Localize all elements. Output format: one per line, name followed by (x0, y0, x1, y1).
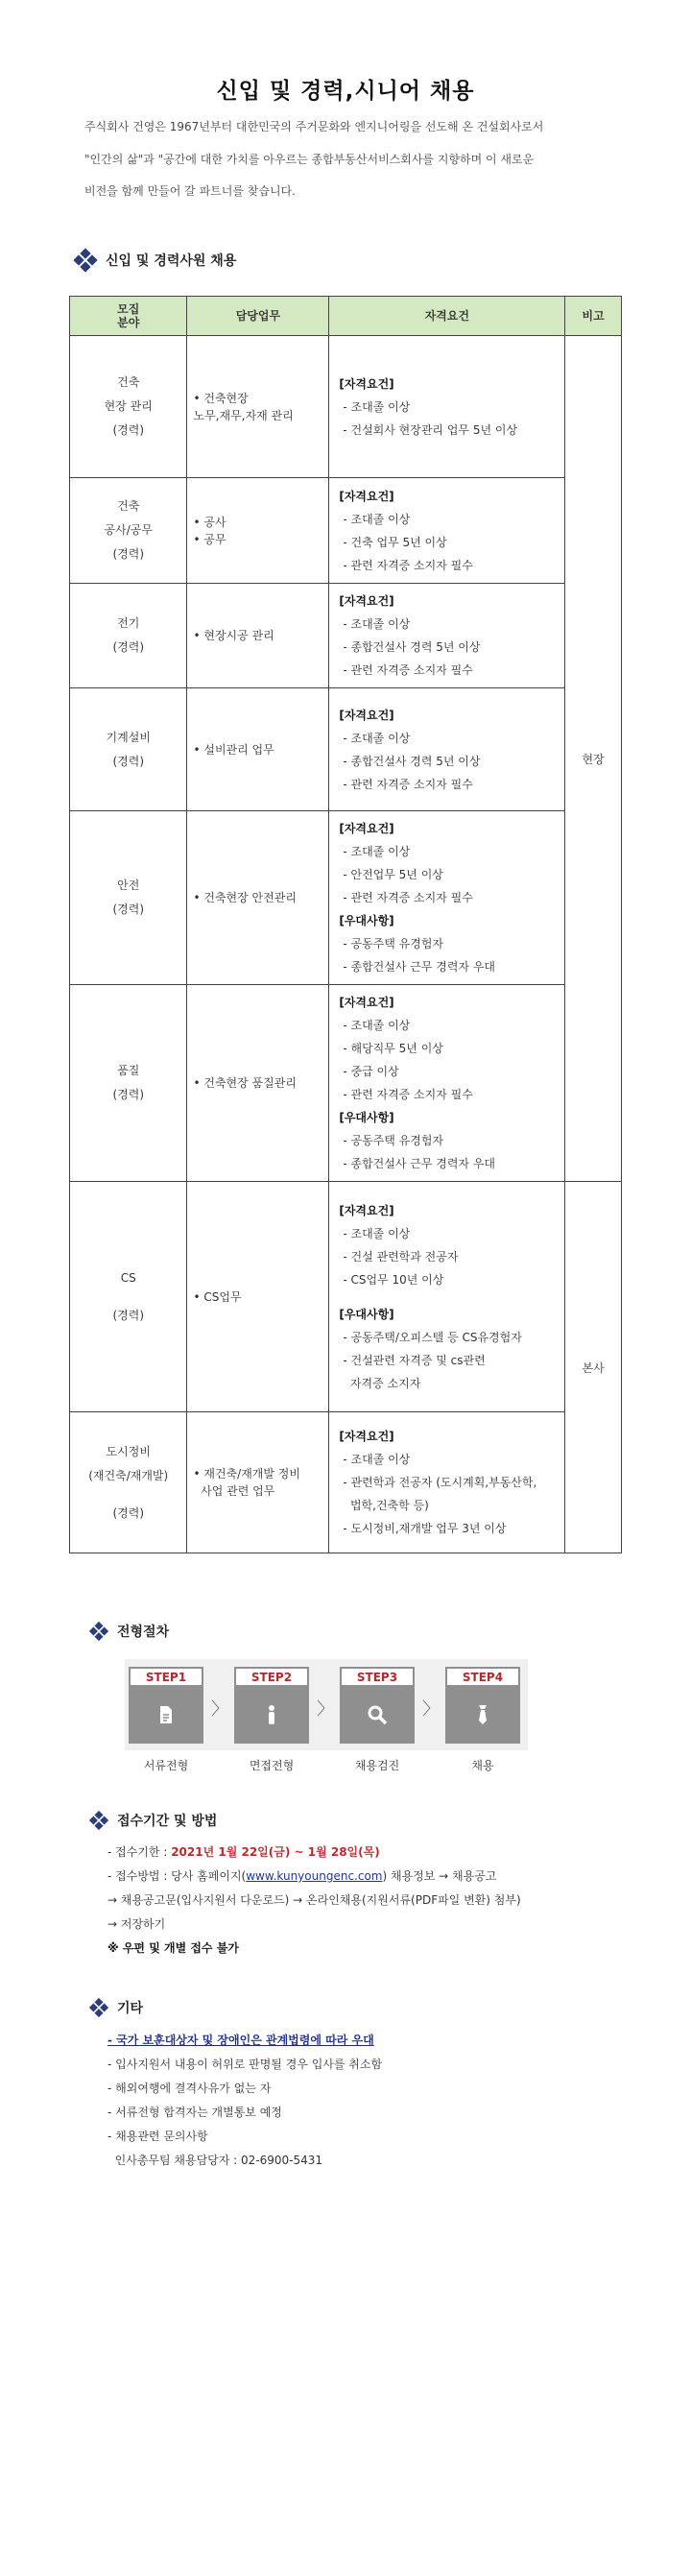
quals-item: - 공동주택 유경험자 (343, 937, 444, 951)
field-cell (70, 1182, 187, 1412)
quals-item (339, 1291, 564, 1303)
step-2-label: STEP2 (234, 1667, 309, 1687)
section-etc-heading: 기타 (88, 1997, 143, 2018)
etc-contact: 인사총무팀 채용담당자 : 02-6900-5431 (107, 2154, 323, 2167)
quals-item: - 공동주택 유경험자 (343, 1134, 444, 1147)
quals-cell (329, 811, 565, 985)
header-duty: 담당업무 (187, 297, 329, 336)
quals-item: - 종합건설사 경력 5년 이상 (343, 754, 481, 768)
apply-method-line-3: → 저장하기 (107, 1917, 166, 1931)
quals-item: - 건설관련 자격증 및 cs관련 (343, 1353, 486, 1367)
step-1-name: 서류전형 (143, 1759, 189, 1772)
quals-item: - 관련학과 전공자 (도시계획,부동산학, (343, 1476, 537, 1489)
table-row (70, 478, 622, 584)
step-3-name: 채용검진 (354, 1759, 400, 1772)
quals-item: 자격증 소지자 (343, 1376, 421, 1390)
quals-item: - 건축 업무 5년 이상 (343, 535, 447, 549)
chevron-right-icon: 〉 (422, 1699, 440, 1720)
field-text: 건축 (117, 499, 140, 513)
field-cell (70, 985, 187, 1182)
quals-heading: [우대사항] (339, 914, 394, 927)
note-cell-site: 현장 (565, 336, 622, 1182)
field-cell (70, 688, 187, 811)
quals-item: - 조대졸 이상 (343, 617, 411, 631)
quals-item: - CS업무 10년 이상 (343, 1272, 444, 1287)
field-cell (70, 1412, 187, 1553)
etc-item-1: - 국가 보훈대상자 및 장애인은 관계법령에 따라 우대 (107, 2034, 374, 2047)
quals-item: - 관련 자격증 소지자 필수 (343, 1088, 473, 1101)
field-text: (경력) (112, 547, 145, 561)
field-text: (경력) (112, 640, 145, 654)
quals-heading: [자격요건] (339, 1430, 394, 1443)
apply-warning: ※ 우편 및 개별 접수 불가 (107, 1941, 239, 1955)
field-text: 안전 (117, 879, 140, 892)
quals-item: - 조대졸 이상 (343, 731, 411, 745)
quals-item: - 관련 자격증 소지자 필수 (343, 777, 473, 791)
quals-heading: [자격요건] (339, 594, 394, 608)
quals-cell (329, 478, 565, 584)
diamond-bullet-icon (90, 1623, 107, 1640)
step-4-name: 채용 (471, 1759, 494, 1772)
table-row (70, 584, 622, 688)
quals-item: - 안전업무 5년 이상 (343, 868, 443, 881)
field-cell (70, 478, 187, 584)
page-title: 신입 및 경력,시니어 채용 (216, 79, 475, 104)
quals-cell (329, 336, 565, 478)
table-row (70, 1182, 622, 1412)
quals-item: - 조대졸 이상 (343, 512, 411, 526)
field-text: (경력) (112, 1505, 145, 1520)
duty-text: • 공사 (193, 515, 226, 529)
etc-item-2: - 입사지원서 내용이 허위로 판명될 경우 입사를 취소함 (107, 2058, 383, 2071)
field-cell (70, 336, 187, 478)
table-row (70, 336, 622, 478)
tie-icon (471, 1703, 494, 1726)
field-text (70, 1290, 186, 1304)
apply-method: - 접수방법 : 당사 홈페이지(www.kunyoungenc.com) 채용정보 → 채용공고 (107, 1869, 497, 1883)
step-2-name: 면접전형 (249, 1759, 295, 1772)
apply-method-line-2: → 채용공고문(입사지원서 다운로드) → 온라인채용(지원서류(PDF파일 변환) 첨부) (107, 1893, 521, 1907)
section-apply-heading: 접수기간 및 방법 (88, 1810, 217, 1831)
field-cell (70, 584, 187, 688)
duty-cell (187, 1412, 329, 1553)
step-2-box (234, 1667, 309, 1744)
duty-cell (187, 688, 329, 811)
duty-text: • CS업무 (193, 1289, 242, 1304)
quals-heading: [자격요건] (339, 996, 394, 1009)
process-steps (125, 1659, 528, 1750)
quals-heading: [자격요건] (339, 1203, 394, 1217)
field-text: CS (120, 1270, 136, 1285)
diamond-bullet-icon (75, 250, 96, 271)
header-quals: 자격요건 (329, 297, 565, 336)
intro-line-3: 비전을 함께 만들어 갈 파트너를 찾습니다. (84, 184, 296, 198)
quals-item: - 종합건설사 경력 5년 이상 (343, 640, 481, 654)
quals-heading: [우대사항] (339, 1111, 394, 1124)
diamond-bullet-icon (90, 1999, 107, 2016)
duty-cell (187, 811, 329, 985)
duty-cell (187, 336, 329, 478)
quals-item: - 관련 자격증 소지자 필수 (343, 558, 473, 572)
duty-cell (187, 985, 329, 1182)
field-text: (경력) (112, 903, 145, 916)
field-text: 도시정비 (106, 1444, 151, 1458)
quals-item: - 종합건설사 근무 경력자 우대 (343, 960, 496, 974)
field-text: (경력) (112, 423, 145, 437)
job-table (69, 296, 622, 1553)
etc-item-5: - 채용관련 문의사항 (107, 2130, 208, 2143)
quals-item: - 중급 이상 (343, 1065, 399, 1078)
field-text: (경력) (112, 754, 145, 768)
duty-text: • 재건축/재개발 정비 (193, 1467, 300, 1481)
duty-text: • 건축현장 안전관리 (193, 891, 297, 904)
duty-text: • 건축현장 품질관리 (193, 1076, 297, 1090)
person-icon (260, 1703, 283, 1726)
homepage-link[interactable]: www.kunyoungenc.com (246, 1869, 383, 1883)
quals-item: - 도시정비,재개발 업무 3년 이상 (343, 1522, 507, 1535)
duty-text: • 공무 (193, 532, 226, 546)
field-text: 품질 (117, 1064, 140, 1077)
quals-item: - 종합건설사 근무 경력자 우대 (343, 1157, 496, 1170)
apply-period: - 접수기한 : 2021년 1월 22일(금) ~ 1월 28일(목) (107, 1845, 380, 1859)
diamond-bullet-icon (90, 1812, 107, 1829)
field-text: (경력) (112, 1308, 145, 1322)
quals-heading: [자격요건] (339, 822, 394, 835)
field-text: 공사/공무 (104, 523, 153, 537)
quals-item: - 조대졸 이상 (343, 845, 411, 858)
quals-item: - 관련 자격증 소지자 필수 (343, 663, 473, 677)
duty-cell (187, 584, 329, 688)
table-row (70, 811, 622, 985)
step-4-label: STEP4 (445, 1667, 520, 1687)
etc-item-4: - 서류전형 합격자는 개별통보 예정 (107, 2106, 282, 2119)
duty-text: • 현장시공 관리 (193, 629, 274, 642)
field-cell (70, 811, 187, 985)
duty-cell (187, 478, 329, 584)
intro-line-2: "인간의 삶"과 "공간에 대한 가치를 아우르는 종합부동산서비스회사를 지향하며 이 새로운 (84, 153, 535, 166)
step-4-box (445, 1667, 520, 1744)
field-text: (재건축/재개발) (88, 1468, 169, 1482)
quals-item: - 해당직무 5년 이상 (343, 1042, 443, 1055)
step-1-label: STEP1 (129, 1667, 203, 1687)
quals-item: - 조대졸 이상 (343, 1019, 411, 1032)
table-row (70, 688, 622, 811)
step-3-box (340, 1667, 415, 1744)
table-row (70, 985, 622, 1182)
quals-cell (329, 1412, 565, 1553)
apply-period-value: 2021년 1월 22일(금) ~ 1월 28일(목) (171, 1845, 380, 1859)
header-field: 모집 분야 (70, 297, 187, 336)
duty-text: 사업 관련 업무 (193, 1484, 275, 1498)
field-text (70, 1488, 186, 1502)
quals-heading: [자격요건] (339, 489, 394, 503)
field-text: 기계설비 (106, 730, 151, 744)
field-text: 전기 (117, 616, 140, 630)
quals-item: - 건설 관련학과 전공자 (343, 1249, 459, 1264)
table-header-row (70, 297, 622, 336)
quals-item: - 조대졸 이상 (343, 399, 411, 414)
quals-item: - 공동주택/오피스텔 등 CS유경험자 (343, 1330, 522, 1344)
step-3-label: STEP3 (340, 1667, 415, 1687)
step-1-box (129, 1667, 203, 1744)
duty-text: • 건축현장 (193, 391, 249, 405)
quals-cell (329, 1182, 565, 1412)
quals-item: 법학,건축학 등) (343, 1499, 429, 1512)
field-text: (경력) (112, 1088, 145, 1101)
chevron-right-icon: 〉 (211, 1699, 228, 1720)
etc-item-3: - 해외여행에 결격사유가 없는 자 (107, 2082, 272, 2095)
note-cell-hq: 본사 (565, 1182, 622, 1553)
duty-cell (187, 1182, 329, 1412)
quals-heading: [자격요건] (339, 708, 394, 722)
header-note: 비고 (565, 297, 622, 336)
quals-item: - 관련 자격증 소지자 필수 (343, 891, 473, 904)
table-row (70, 1412, 622, 1553)
quals-cell (329, 688, 565, 811)
search-icon (366, 1703, 389, 1726)
quals-heading: [자격요건] (339, 376, 394, 391)
document-icon (155, 1703, 178, 1726)
intro-line-1: 주식회사 건영은 1967년부터 대한민국의 주거문화와 엔지니어링을 선도해 온 건설회사로서 (84, 120, 544, 133)
quals-cell (329, 985, 565, 1182)
quals-heading: [우대사항] (339, 1307, 394, 1321)
quals-item: - 조대졸 이상 (343, 1453, 411, 1466)
chevron-right-icon: 〉 (317, 1699, 334, 1720)
quals-item: - 조대졸 이상 (343, 1226, 411, 1240)
section-recruit-heading: 신입 및 경력사원 채용 (75, 250, 236, 271)
field-text: 건축 (117, 375, 140, 389)
quals-item: - 건설회사 현장관리 업무 5년 이상 (343, 422, 518, 437)
section-process-heading: 전형절차 (88, 1621, 169, 1642)
field-text: 현장 관리 (104, 399, 153, 413)
quals-cell (329, 584, 565, 688)
duty-text: 노무,재무,자재 관리 (193, 408, 294, 422)
duty-text: • 설비관리 업무 (193, 742, 274, 757)
